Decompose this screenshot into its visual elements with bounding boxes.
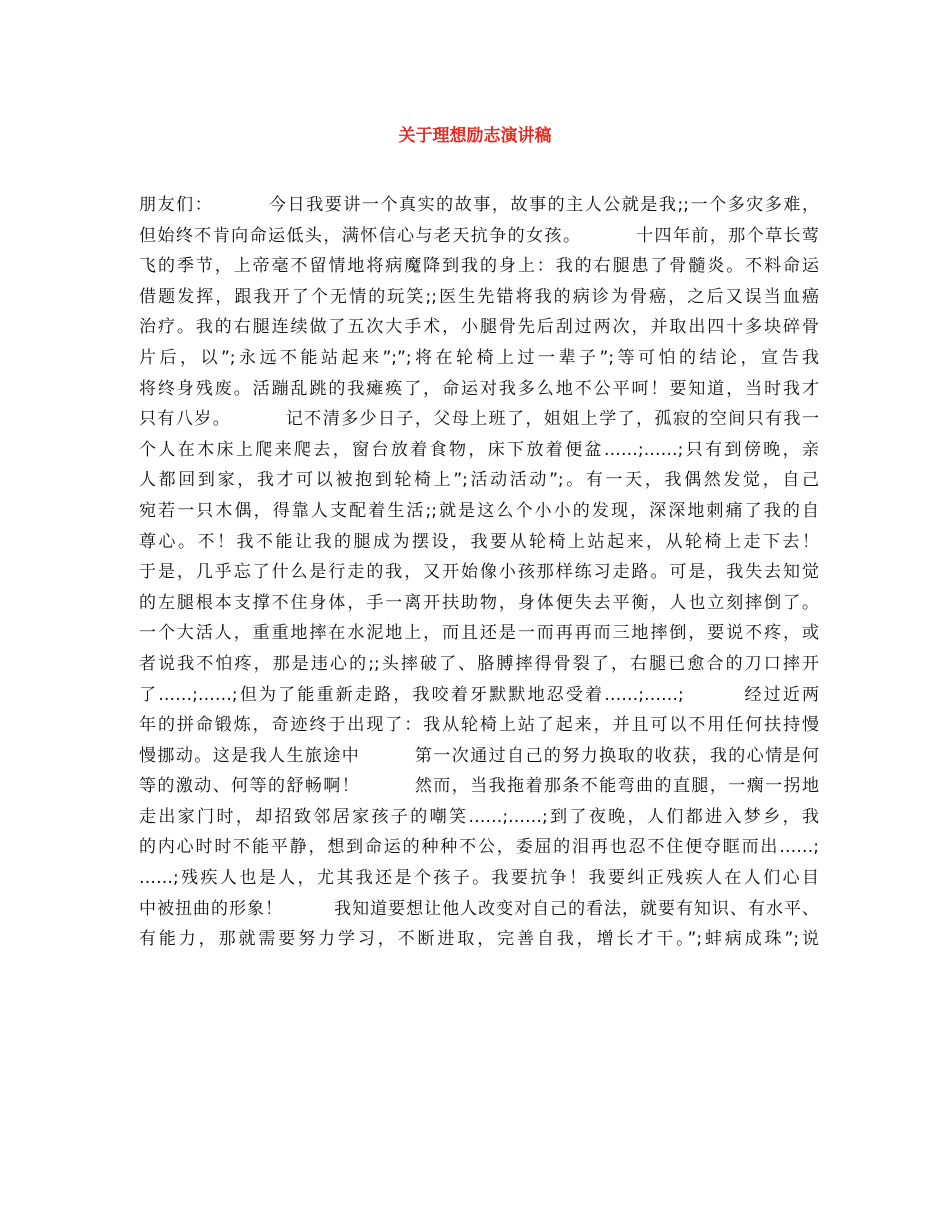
body-line: 治疗。我的右腿连续做了五次大手术，小腿骨先后刮过两次，并取出四十多块碎骨 xyxy=(139,317,819,338)
body-line: 宛若一只木偶，得靠人支配着生活;;就是这么个小小的发现，深深地刺痛了我的自 xyxy=(139,500,819,521)
body-line: 但始终不肯向命运低头，满怀信心与老天抗争的女孩。 十四年前，那个草长莺 xyxy=(139,225,819,246)
body-line: 尊心。不！我不能让我的腿成为摆设，我要从轮椅上站起来，从轮椅上走下去！ xyxy=(139,531,819,552)
document-title: 关于理想励志演讲稿 xyxy=(398,126,552,146)
body-line: 的内心时时不能平静，想到命运的种种不公，委屈的泪再也忍不住便夺眶而出……; xyxy=(139,837,819,858)
body-line: 个人在木床上爬来爬去，窗台放着食物，床下放着便盆……;……;只有到傍晚，亲 xyxy=(139,439,819,460)
body-line: 人都回到家，我才可以被抱到轮椅上”;活动活动”;。有一天，我偶然发觉，自己 xyxy=(139,470,819,491)
body-line: 一个大活人，重重地摔在水泥地上，而且还是一而再再而三地摔倒，要说不疼，或 xyxy=(139,623,819,644)
body-line: 只有八岁。 记不清多少日子，父母上班了，姐姐上学了，孤寂的空间只有我一 xyxy=(139,409,819,430)
body-line: 片后，以”;永远不能站起来”;”;将在轮椅上过一辈子”;等可怕的结论，宣告我 xyxy=(139,347,819,368)
body-line: 等的激动、何等的舒畅啊！ 然而，当我拖着那条不能弯曲的直腿，一瘸一拐地 xyxy=(139,776,819,797)
body-line: 慢挪动。这是我人生旅途中 第一次通过自己的努力换取的收获，我的心情是何 xyxy=(139,745,819,766)
body-line: 飞的季节，上帝毫不留情地将病魔降到我的身上：我的右腿患了骨髓炎。不料命运 xyxy=(139,256,819,277)
body-line: 的左腿根本支撑不住身体，手一离开扶助物，身体便失去平衡，人也立刻摔倒了。 xyxy=(139,592,819,613)
body-line: ……;残疾人也是人，尤其我还是个孩子。我要抗争！我要纠正残疾人在人们心目 xyxy=(139,868,819,889)
body-line: 有能力，那就需要努力学习，不断进取，完善自我，增长才干。”;蚌病成珠”;说 xyxy=(139,929,819,950)
body-line: 者说我不怕疼，那是违心的;;头摔破了、胳膊摔得骨裂了，右腿已愈合的刀口摔开 xyxy=(139,653,819,674)
body-line: 于是，几乎忘了什么是行走的我，又开始像小孩那样练习走路。可是，我失去知觉 xyxy=(139,562,819,583)
body-line: 走出家门时，却招致邻居家孩子的嘲笑……;……;到了夜晚，人们都进入梦乡，我 xyxy=(139,806,819,827)
body-line: 了……;……;但为了能重新走路，我咬着牙默默地忍受着……;……; 经过近两 xyxy=(139,684,819,705)
body-line: 朋友们： 今日我要讲一个真实的故事，故事的主人公就是我;;一个多灾多难， xyxy=(139,195,819,215)
body-line: 将终身残废。活蹦乱跳的我瘫痪了，命运对我多么地不公平呵！要知道，当时我才 xyxy=(139,378,819,399)
document-body xyxy=(139,190,819,955)
body-line: 年的拼命锻炼，奇迹终于出现了：我从轮椅上站了起来，并且可以不用任何扶持慢 xyxy=(139,715,819,736)
body-line: 中被扭曲的形象！ 我知道要想让他人改变对自己的看法，就要有知识、有水平、 xyxy=(139,898,819,919)
body-line: 借题发挥，跟我开了个无情的玩笑;;医生先错将我的病诊为骨癌，之后又误当血癌 xyxy=(139,286,819,307)
